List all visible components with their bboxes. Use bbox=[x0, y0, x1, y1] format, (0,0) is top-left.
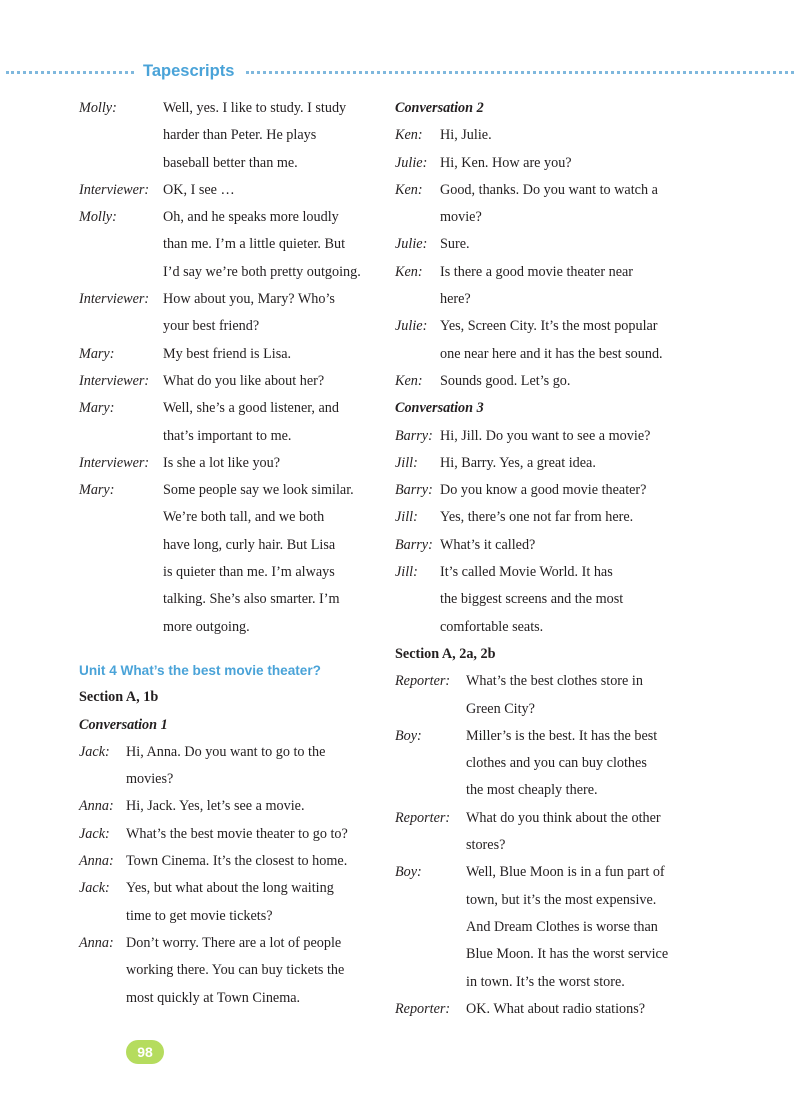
dialogue-line bbox=[79, 559, 379, 586]
speaker-label: Anna: bbox=[79, 853, 114, 870]
dialogue-line bbox=[79, 903, 379, 930]
dialogue-line bbox=[395, 150, 695, 177]
dialogue-text: is quieter than me. I’m always bbox=[163, 564, 335, 581]
speaker-label: Julie: bbox=[395, 154, 428, 171]
speaker-label: Julie: bbox=[395, 318, 428, 335]
speaker-label: Molly: bbox=[79, 209, 117, 226]
section-heading-line bbox=[395, 641, 695, 668]
speaker-label: Barry: bbox=[395, 482, 433, 499]
dialogue-text: Miller’s is the best. It has the best bbox=[466, 727, 658, 744]
dialogue-text: What do you like about her? bbox=[163, 372, 325, 389]
dialogue-line bbox=[395, 204, 695, 231]
dialogue-line bbox=[395, 423, 695, 450]
speaker-label: Mary: bbox=[79, 400, 115, 417]
dialogue-line bbox=[395, 259, 695, 286]
dialogue-line bbox=[79, 286, 379, 313]
dialogue-line bbox=[79, 985, 379, 1012]
dialogue-line bbox=[395, 723, 695, 750]
dialogue-line bbox=[395, 122, 695, 149]
dialogue-text: harder than Peter. He plays bbox=[163, 127, 317, 144]
dialogue-text: than me. I’m a little quieter. But bbox=[163, 236, 346, 253]
dialogue-text: Hi, Ken. How are you? bbox=[440, 154, 572, 171]
dialogue-line bbox=[79, 450, 379, 477]
dialogue-text: time to get movie tickets? bbox=[126, 907, 273, 924]
speaker-label: Ken: bbox=[395, 181, 423, 198]
speaker-label: Jill: bbox=[395, 454, 418, 471]
dialogue-text: What’s the best clothes store in bbox=[466, 673, 643, 690]
dialogue-text: Hi, Jack. Yes, let’s see a movie. bbox=[126, 798, 305, 815]
speaker-label: Jill: bbox=[395, 509, 418, 526]
dialogue-text: baseball better than me. bbox=[163, 154, 298, 171]
dialogue-text: Don’t worry. There are a lot of people bbox=[126, 934, 342, 951]
tapescripts-header bbox=[0, 60, 800, 86]
speaker-label: Barry: bbox=[395, 427, 433, 444]
dialogue-line bbox=[395, 341, 695, 368]
speaker-label: Julie: bbox=[395, 236, 428, 253]
dialogue-text: Oh, and he speaks more loudly bbox=[163, 209, 339, 226]
dialogue-text: Well, she’s a good listener, and bbox=[163, 400, 339, 417]
conversation-heading-line bbox=[79, 712, 379, 739]
dialogue-line bbox=[395, 286, 695, 313]
dialogue-text: Well, Blue Moon is in a fun part of bbox=[466, 864, 665, 881]
speaker-label: Reporter: bbox=[395, 809, 451, 826]
dialogue-text: most quickly at Town Cinema. bbox=[126, 989, 301, 1006]
dialogue-text: What’s the best movie theater to go to? bbox=[126, 825, 348, 842]
dialogue-text: town, but it’s the most expensive. bbox=[466, 891, 657, 908]
dialogue-text: Well, yes. I like to study. I study bbox=[163, 100, 347, 116]
dialogue-line bbox=[79, 313, 379, 340]
dialogue-line bbox=[79, 177, 379, 204]
dialogue-line bbox=[395, 969, 695, 996]
speaker-label: Jack: bbox=[79, 743, 110, 760]
dialogue-text: Some people say we look similar. bbox=[163, 482, 354, 499]
section-heading: Section A, 1b bbox=[79, 689, 159, 706]
speaker-label: Molly: bbox=[79, 100, 117, 116]
section-gap bbox=[79, 641, 379, 657]
dialogue-text: Hi, Julie. bbox=[440, 127, 492, 144]
dialogue-line bbox=[395, 996, 695, 1023]
dialogue-line bbox=[79, 423, 379, 450]
dialogue-line bbox=[79, 341, 379, 368]
dialogue-line bbox=[395, 750, 695, 777]
dialogue-text: talking. She’s also smarter. I’m bbox=[163, 591, 340, 608]
dialogue-text: have long, curly hair. But Lisa bbox=[163, 536, 336, 553]
dialogue-text: Hi, Barry. Yes, a great idea. bbox=[440, 454, 596, 471]
header-title: Tapescripts bbox=[143, 62, 235, 80]
dialogue-line bbox=[79, 766, 379, 793]
dialogue-text: Town Cinema. It’s the closest to home. bbox=[126, 853, 348, 870]
dialogue-line bbox=[395, 231, 695, 258]
dialogue-text: comfortable seats. bbox=[440, 618, 544, 635]
dialogue-text: movies? bbox=[126, 771, 174, 788]
dialogue-text: Blue Moon. It has the worst service bbox=[466, 946, 669, 963]
dialogue-text: OK, I see … bbox=[163, 181, 235, 198]
header-dotted-rule-left bbox=[6, 71, 134, 74]
dialogue-text: It’s called Movie World. It has bbox=[440, 564, 613, 581]
dialogue-text: My best friend is Lisa. bbox=[163, 345, 292, 362]
dialogue-line bbox=[79, 259, 379, 286]
dialogue-line bbox=[79, 395, 379, 422]
dialogue-text: How about you, Mary? Who’s bbox=[163, 291, 335, 308]
speaker-label: Ken: bbox=[395, 263, 423, 280]
dialogue-line bbox=[395, 614, 695, 641]
dialogue-line bbox=[79, 95, 379, 122]
dialogue-text: What do you think about the other bbox=[466, 809, 661, 826]
speaker-label: Barry: bbox=[395, 536, 433, 553]
dialogue-line bbox=[395, 696, 695, 723]
left-column bbox=[79, 95, 379, 1012]
dialogue-text: Is she a lot like you? bbox=[163, 454, 281, 471]
dialogue-line bbox=[395, 914, 695, 941]
dialogue-text: clothes and you can buy clothes bbox=[466, 755, 647, 772]
dialogue-line bbox=[395, 477, 695, 504]
dialogue-text: movie? bbox=[440, 209, 482, 226]
dialogue-text: OK. What about radio stations? bbox=[466, 1000, 646, 1017]
dialogue-line bbox=[79, 477, 379, 504]
dialogue-line bbox=[79, 793, 379, 820]
speaker-label: Interviewer: bbox=[79, 454, 150, 471]
dialogue-line bbox=[395, 887, 695, 914]
dialogue-line bbox=[395, 668, 695, 695]
dialogue-text: working there. You can buy tickets the bbox=[126, 962, 345, 979]
dialogue-text: I’d say we’re both pretty outgoing. bbox=[163, 263, 361, 280]
speaker-label: Jill: bbox=[395, 564, 418, 581]
dialogue-line bbox=[79, 875, 379, 902]
conversation-1 bbox=[79, 739, 379, 1012]
speaker-label: Boy: bbox=[395, 864, 422, 881]
dialogue-line bbox=[79, 614, 379, 641]
dialogue-text: more outgoing. bbox=[163, 618, 250, 635]
dialogue-line bbox=[79, 504, 379, 531]
dialogue-text: What’s it called? bbox=[440, 536, 536, 553]
dialogue-text: Good, thanks. Do you want to watch a bbox=[440, 181, 658, 198]
dialogue-text: stores? bbox=[466, 837, 506, 854]
speaker-label: Interviewer: bbox=[79, 291, 150, 308]
dialogue-text: the biggest screens and the most bbox=[440, 591, 624, 608]
dialogue-line bbox=[79, 122, 379, 149]
dialogue-line bbox=[79, 204, 379, 231]
dialogue-text: Is there a good movie theater near bbox=[440, 263, 634, 280]
dialogue-line bbox=[79, 150, 379, 177]
dialogue-text: Yes, there’s one not far from here. bbox=[440, 509, 634, 526]
dialogue-line bbox=[395, 368, 695, 395]
speaker-label: Interviewer: bbox=[79, 372, 150, 389]
section-heading: Section A, 2a, 2b bbox=[395, 645, 496, 662]
dialogue-text: here? bbox=[440, 291, 471, 308]
speaker-label: Anna: bbox=[79, 798, 114, 815]
dialogue-line bbox=[79, 586, 379, 613]
dialogue-line bbox=[395, 532, 695, 559]
speaker-label: Reporter: bbox=[395, 1000, 451, 1017]
dialogue-line bbox=[395, 559, 695, 586]
dialogue-line bbox=[395, 450, 695, 477]
unit-title-line bbox=[79, 657, 379, 684]
dialogue-line bbox=[395, 504, 695, 531]
speaker-label: Interviewer: bbox=[79, 181, 150, 198]
dialogue-line bbox=[79, 930, 379, 957]
speaker-label: Boy: bbox=[395, 727, 422, 744]
dialogue-text: that’s important to me. bbox=[163, 427, 292, 444]
conversation-heading-line bbox=[395, 395, 695, 422]
dialogue-line bbox=[395, 941, 695, 968]
unit-title: Unit 4 What’s the best movie theater? bbox=[79, 662, 321, 678]
dialogue-line bbox=[79, 739, 379, 766]
speaker-label: Anna: bbox=[79, 934, 114, 951]
section-heading-line bbox=[79, 684, 379, 711]
dialogue-text: Hi, Jill. Do you want to see a movie? bbox=[440, 427, 651, 444]
speaker-label: Mary: bbox=[79, 482, 115, 499]
dialogue-text: Hi, Anna. Do you want to go to the bbox=[126, 743, 326, 760]
conversation-heading: Conversation 1 bbox=[79, 716, 168, 733]
dialogue-line bbox=[79, 231, 379, 258]
right-column bbox=[395, 95, 695, 1023]
dialogue-text: And Dream Clothes is worse than bbox=[466, 918, 658, 935]
conversation-heading-line bbox=[395, 95, 695, 122]
conversation-heading: Conversation 3 bbox=[395, 400, 484, 417]
dialogue-line bbox=[79, 957, 379, 984]
dialogue-text: Sure. bbox=[440, 236, 470, 253]
dialogue-line bbox=[395, 805, 695, 832]
speaker-label: Ken: bbox=[395, 372, 423, 389]
dialogue-text: Yes, but what about the long waiting bbox=[126, 880, 334, 897]
conversation-2 bbox=[395, 122, 695, 395]
dialogue-line bbox=[395, 859, 695, 886]
header-dotted-rule-right bbox=[246, 71, 794, 74]
speaker-label: Reporter: bbox=[395, 673, 451, 690]
dialogue-text: the most cheaply there. bbox=[466, 782, 598, 799]
speaker-label: Jack: bbox=[79, 880, 110, 897]
dialogue-line bbox=[395, 177, 695, 204]
conversation-heading: Conversation 2 bbox=[395, 100, 484, 116]
dialogue-text: in town. It’s the worst store. bbox=[466, 973, 625, 990]
speaker-label: Mary: bbox=[79, 345, 115, 362]
dialogue-line bbox=[395, 586, 695, 613]
dialogue-text: your best friend? bbox=[163, 318, 260, 335]
dialogue-line bbox=[395, 832, 695, 859]
dialogue-line bbox=[79, 821, 379, 848]
dialogue-line bbox=[79, 368, 379, 395]
dialogue-text: Yes, Screen City. It’s the most popular bbox=[440, 318, 658, 335]
dialogue-line bbox=[395, 777, 695, 804]
conversation-3 bbox=[395, 423, 695, 641]
dialogue-line bbox=[395, 313, 695, 340]
dialogue-text: Do you know a good movie theater? bbox=[440, 482, 647, 499]
speaker-label: Ken: bbox=[395, 127, 423, 144]
section-a2-dialogue bbox=[395, 668, 695, 1023]
speaker-label: Jack: bbox=[79, 825, 110, 842]
dialogue-text: We’re both tall, and we both bbox=[163, 509, 325, 526]
dialogue-text: one near here and it has the best sound. bbox=[440, 345, 663, 362]
dialogue-text: Sounds good. Let’s go. bbox=[440, 372, 571, 389]
page-number-badge: 98 bbox=[126, 1040, 164, 1064]
dialogue-line bbox=[79, 532, 379, 559]
dialogue-text: Green City? bbox=[466, 700, 535, 717]
dialogue-molly-mary bbox=[79, 95, 379, 641]
dialogue-line bbox=[79, 848, 379, 875]
